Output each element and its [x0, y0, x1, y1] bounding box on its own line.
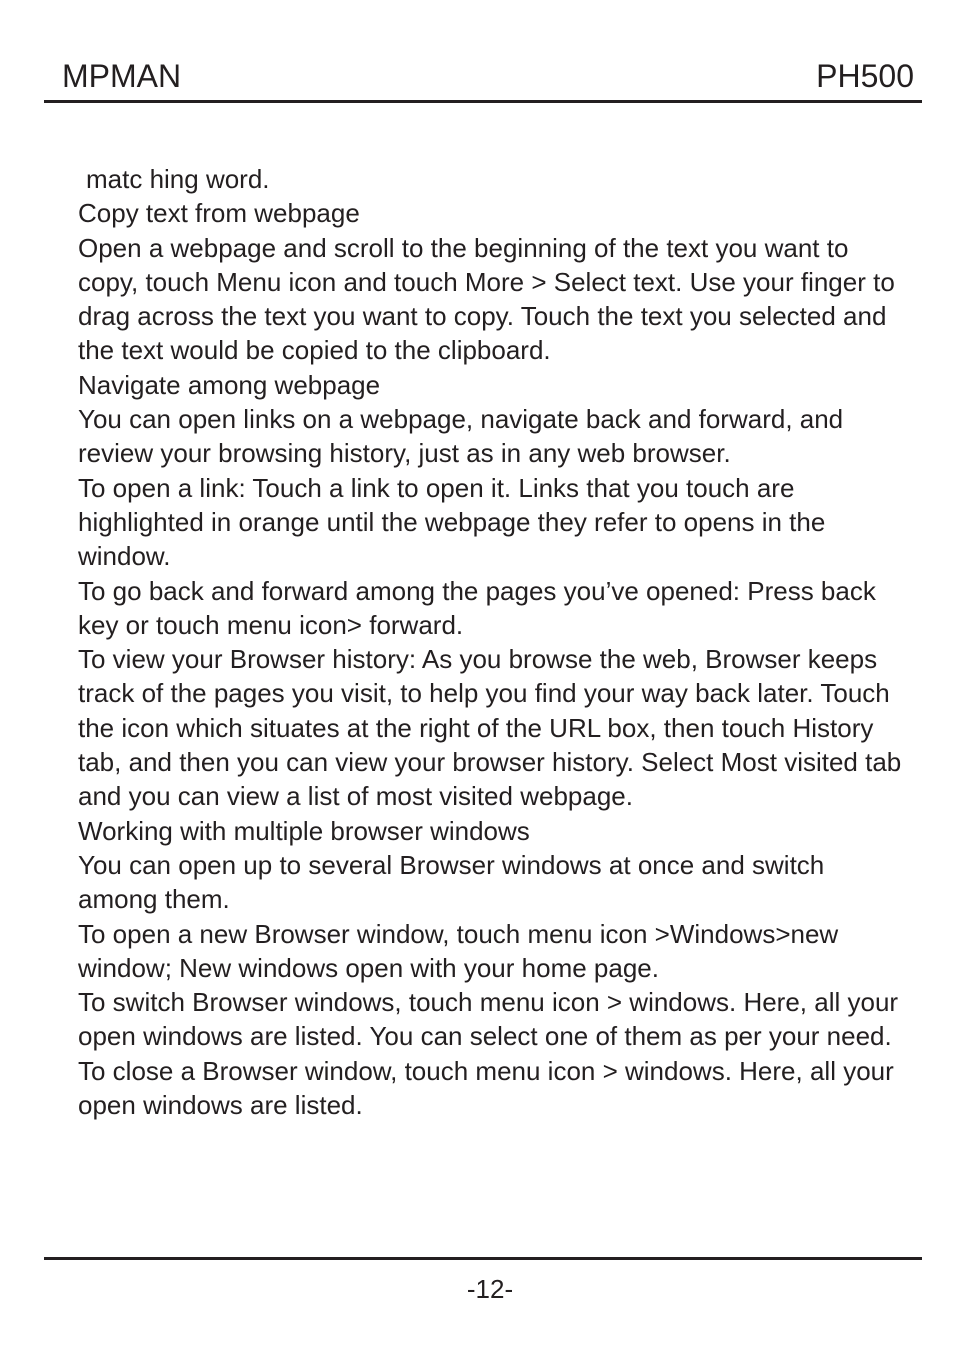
brand-name: MPMAN [62, 58, 182, 94]
paragraph-open-link: To open a link: Touch a link to open it. Links that you touch are highlighted in orange until the webpage they refer to opens in the window. [78, 472, 826, 572]
section-heading-navigate: Navigate among webpage [78, 369, 381, 400]
paragraph-navigate-intro: You can open links on a webpage, navigate back and forward, and review your browsing history, just as in any web browser. [78, 404, 844, 469]
footer-divider [44, 1257, 922, 1260]
paragraph-windows-intro: You can open up to several Browser windows at once and switch among them. [78, 849, 825, 915]
page-header [44, 52, 922, 103]
model-name: PH500 [816, 58, 914, 94]
paragraph-close-window: To close a Browser window, touch menu icon > windows. Here, all your open windows are listed. [78, 1055, 894, 1121]
paragraph-new-window: To open a new Browser window, touch menu icon >Windows>new window; New windows open with your home page. [78, 918, 839, 983]
paragraph-history: To view your Browser history: As you browse the web, Browser keeps track of the pages you visit, to help you find your way back later. Touch the icon which situates at the right of the URL box, then touch History tab, and then you can view your browser history. Select Most visited tab and you can view a list of most visited webpage. [78, 644, 902, 812]
section-heading-copy-text: Copy text from webpage [78, 198, 360, 229]
paragraph-switch-window: To switch Browser windows, touch menu icon > windows. Here, all your open windows are listed. You can select one of them as per your need. [78, 987, 899, 1052]
section-heading-multiple-windows: Working with multiple browser windows [78, 815, 530, 846]
page-body [78, 162, 908, 1122]
paragraph-back-forward: To go back and forward among the pages you’ve opened: Press back key or touch menu icon> forward. [78, 575, 876, 640]
paragraph-continuation: matc hing word. [86, 164, 270, 194]
page-number: -12- [466, 1274, 514, 1304]
paragraph-copy-text: Open a webpage and scroll to the beginning of the text you want to copy, touch Menu icon and touch More > Select text. Use your finger to drag across the text you want to copy. Touch the text you selected and the text would be copied to the clipboard. [78, 232, 895, 366]
